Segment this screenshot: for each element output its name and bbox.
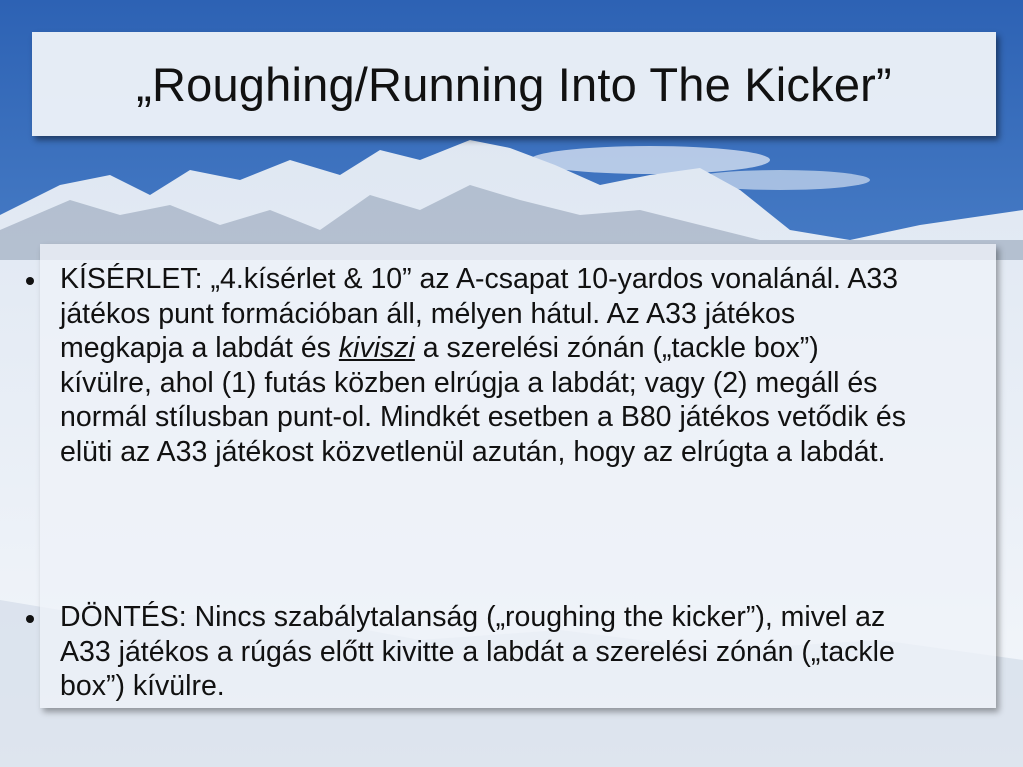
title-panel bbox=[32, 32, 996, 136]
bullet-emphasis: kiviszi bbox=[338, 332, 415, 364]
bullet-item-kiserlet bbox=[60, 262, 910, 469]
bullet-text: KÍSÉRLET: „4.kísérlet & 10” az A-csapat 10-yardos vonalánál. A33 játékos punt formációban áll, mélyen hátul. Az A33 játékos megkapja a labdát és bbox=[60, 263, 899, 364]
bullet-dot-icon bbox=[26, 615, 34, 623]
slide-title: „Roughing/Running Into The Kicker” bbox=[136, 57, 892, 111]
bullet-text: DÖNTÉS: Nincs szabálytalanság („roughing the kicker”), mivel az A33 játékos a rúgás előtt kivitte a labdát a szerelési zónán („tackle box”) kívülre. bbox=[60, 601, 895, 702]
bullet-dot-icon bbox=[26, 277, 34, 285]
bullet-item-dontes bbox=[60, 600, 910, 704]
bullet-text-cont: a szerelési zónán („tackle box”) kívülre, ahol (1) futás közben elrúgja a labdát; vagy (2) megáll és normál stílusban punt-ol. Mindkét esetben a B80 játékos vetődik és elüti az A33 játékost közvetlenül azután, hogy az elrúgta a labdát. bbox=[60, 332, 906, 468]
